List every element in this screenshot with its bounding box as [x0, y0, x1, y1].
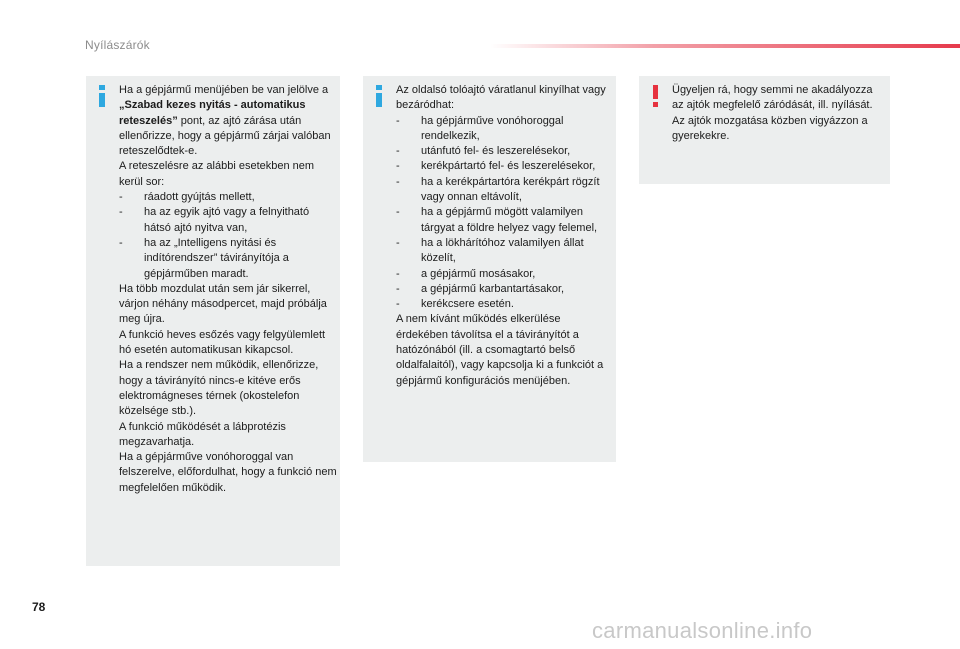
- warning-box-text: [672, 83, 886, 144]
- info-box-text: [119, 83, 337, 496]
- list-item: - ha az egyik ajtó vagy a felnyitható hátsó ajtó nyitva van,: [119, 206, 310, 234]
- warning-box-doors: [639, 76, 890, 184]
- list-item: - ha gépjárműve vonóhoroggal rendelkezik,: [396, 114, 564, 142]
- list-item: - ráadott gyújtás mellett,: [119, 191, 255, 204]
- info-icon: [96, 85, 110, 105]
- paragraph: Ügyeljen rá, hogy semmi ne akadályozza az ajtók megfelelő záródását, ill. nyílását.: [672, 84, 873, 112]
- paragraph: Ha a rendszer nem működik, ellenőrizze, hogy a távirányító nincs-e kitéve erős elektromágneses térnek (okostelefon közelsége stb.).: [119, 359, 319, 418]
- option-name: „Szabad kezes nyitás - automatikus reteszelés”: [119, 99, 306, 127]
- section-title: Nyílászárók: [85, 38, 150, 52]
- paragraph: Ha a gépjárműve vonóhoroggal van felszerelve, előfordulhat, hogy a funkció nem megfelelően működik.: [119, 451, 337, 494]
- info-box-automatic-locking: [86, 76, 340, 566]
- paragraph: A reteszelésre az alábbi esetekben nem kerül sor:: [119, 160, 315, 188]
- warning-icon: [649, 85, 663, 105]
- info-box-sliding-door: [363, 76, 616, 462]
- list-item: - kerékcsere esetén.: [396, 298, 514, 311]
- list-item: - ha a gépjármű mögött valamilyen tárgyat a földre helyez vagy felemel,: [396, 206, 598, 234]
- watermark: carmanualsonline.info: [592, 618, 813, 643]
- list-item: - ha a lökhárítóhoz valamilyen állat közelít,: [396, 236, 584, 265]
- paragraph: Ha több mozdulat után sem jár sikerrel, várjon néhány másodpercet, majd próbálja meg újra.: [119, 282, 327, 326]
- list-item: - ha az „Intelligens nyitási és indítórendszer” távirányítója a gépjárműben maradt.: [119, 236, 289, 280]
- paragraph: A nem kívánt működés elkerülése érdekében távolítsa el a távirányítót a hatózónából (ill. a csomagtartó belső oldalfalaitól), vagy kapcsolja ki a funkciót a gépjármű konfigurációs menüjében.: [396, 313, 604, 387]
- paragraph: Az ajtók mozgatása közben vigyázzon a gyerekekre.: [672, 114, 868, 142]
- paragraph: A funkció heves esőzés vagy felgyülemlett hó esetén automatikusan kikapcsol.: [119, 328, 326, 357]
- header-accent-line: [490, 44, 960, 48]
- list-item: - utánfutó fel- és leszerelésekor,: [396, 145, 571, 158]
- paragraph: Ha a gépjármű menüjében be van jelölve a „Szabad kezes nyitás - automatikus reteszelés” pont, az ajtó zárása után ellenőrizze, hogy a gépjármű zárjai valóban reteszelődtek-e.: [119, 84, 331, 158]
- paragraph: Az oldalsó tolóajtó váratlanul kinyílhat vagy bezáródhat:: [396, 84, 606, 112]
- list-item: - a gépjármű karbantartásakor,: [396, 282, 565, 295]
- info-box-text: [396, 83, 614, 389]
- list-item: - a gépjármű mosásakor,: [396, 267, 536, 280]
- paragraph: A funkció működését a lábprotézis megzavarhatja.: [119, 420, 286, 448]
- page-number: 78: [32, 600, 46, 614]
- list-item: - ha a kerékpártartóra kerékpárt rögzít vagy onnan eltávolít,: [396, 175, 600, 204]
- info-icon: [373, 85, 387, 105]
- list-item: - kerékpártartó fel- és leszerelésekor,: [396, 160, 596, 173]
